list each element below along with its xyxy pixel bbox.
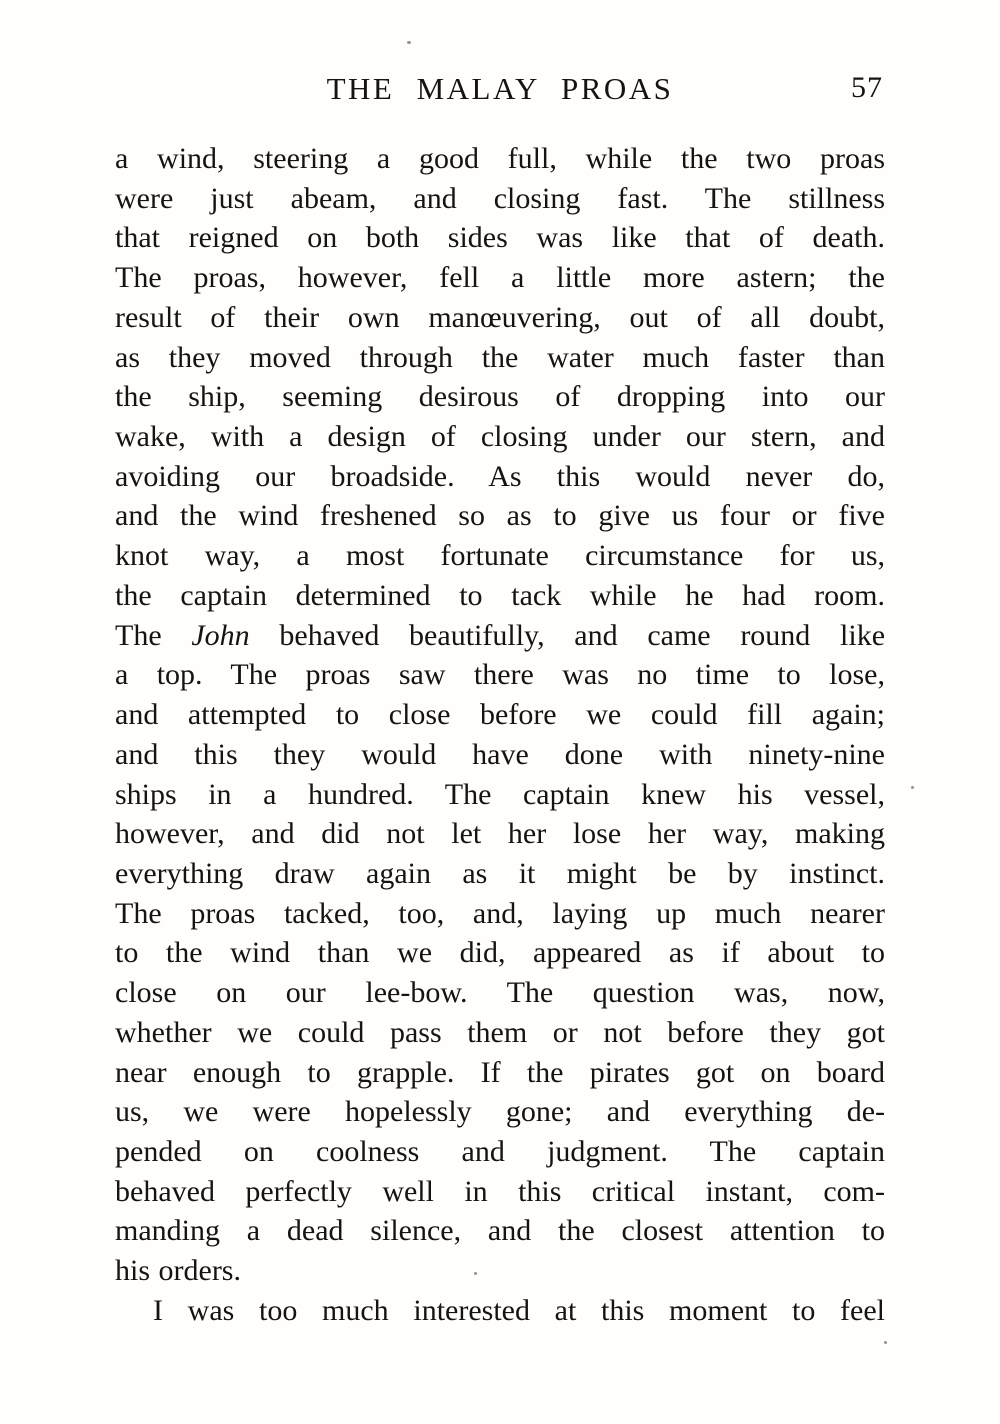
ship-name-italic: John: [191, 618, 250, 652]
text-line: as they moved through the water much faster than: [115, 340, 885, 374]
text-line: and the wind freshened so as to give us four or five: [115, 499, 885, 533]
text-line: behaved perfectly well in this critical instant, com-: [115, 1174, 885, 1208]
text-line: pended on coolness and judgment. The captain: [115, 1134, 885, 1168]
text-line: that reigned on both sides was like that of death.: [115, 221, 885, 255]
text-line: close on our lee-bow. The question was, now,: [115, 976, 885, 1010]
text-line: [115, 616, 885, 656]
scan-speck: [884, 1341, 887, 1344]
scan-speck: [474, 1272, 477, 1275]
text-line: and this they would have done with ninety-nine: [115, 737, 885, 771]
page-number: 57: [851, 71, 883, 104]
text-line: however, and did not let her lose her way, making: [115, 817, 885, 851]
text-line: a wind, steering a good full, while the two proas: [115, 142, 885, 175]
text-line: result of their own manœuvering, out of all doubt,: [115, 300, 885, 334]
text-line: near enough to grapple. If the pirates got on board: [115, 1055, 885, 1089]
scan-speck: [407, 41, 411, 44]
page-title: THE MALAY PROAS: [326, 71, 674, 106]
text-line: the ship, seeming desirous of dropping into our: [115, 380, 885, 414]
text-line: to the wind than we did, appeared as if about to: [115, 936, 885, 970]
text-line: I was too much interested at this moment to feel: [153, 1293, 885, 1327]
text-line: wake, with a design of closing under our stern, and: [115, 420, 885, 454]
body-text: [115, 139, 885, 1331]
text-line: manding a dead silence, and the closest attention to: [115, 1214, 885, 1248]
text-line: his orders.: [115, 1254, 241, 1288]
text-line: The proas, however, fell a little more astern; the: [115, 261, 885, 295]
text-line: whether we could pass them or not before they got: [115, 1015, 885, 1049]
text-line: were just abeam, and closing fast. The stillness: [115, 181, 885, 215]
text-line: avoiding our broadside. As this would never do,: [115, 459, 885, 493]
text-segment: The: [115, 618, 192, 652]
text-line: The proas tacked, too, and, laying up much nearer: [115, 896, 885, 930]
scan-speck: [911, 786, 914, 789]
text-line: us, we were hopelessly gone; and everything de-: [115, 1095, 885, 1129]
text-line: and attempted to close before we could fill again;: [115, 698, 885, 732]
text-segment: behaved beautifully, and came round like: [249, 618, 886, 652]
text-line: a top. The proas saw there was no time to lose,: [115, 658, 885, 692]
text-line: knot way, a most fortunate circumstance for us,: [115, 539, 885, 573]
running-head: [115, 71, 885, 113]
text-line: ships in a hundred. The captain knew his vessel,: [115, 777, 885, 811]
text-line: everything draw again as it might be by instinct.: [115, 856, 885, 890]
text-line: the captain determined to tack while he had room.: [115, 578, 885, 612]
